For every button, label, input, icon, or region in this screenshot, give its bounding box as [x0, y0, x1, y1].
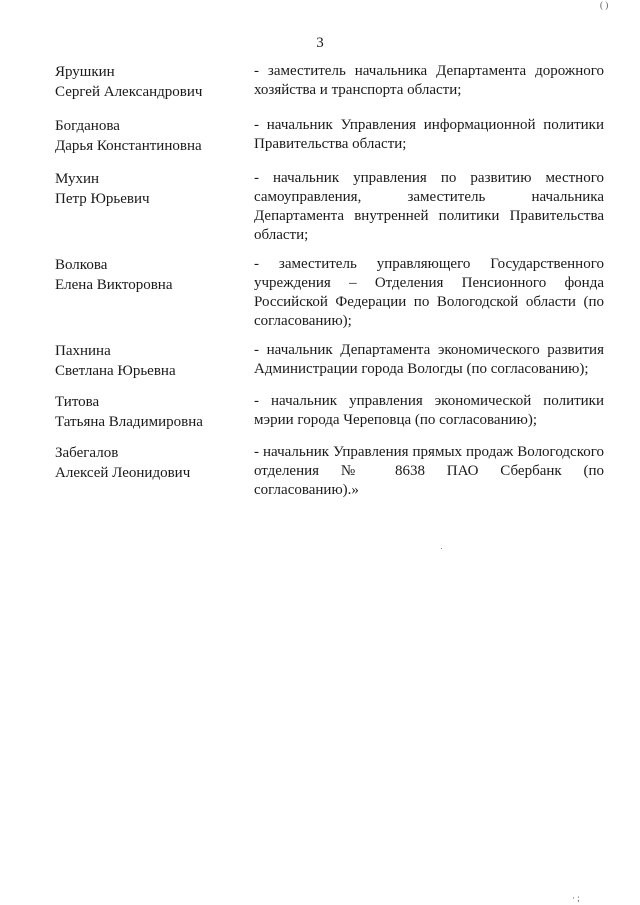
- member-name: [55, 62, 245, 102]
- member-given-names: Сергей Александрович: [55, 84, 203, 100]
- member-surname: Пахнина: [55, 343, 111, 359]
- member-role: - начальник Департамента экономического развития Администрации города Вологды (по согласованию);: [254, 342, 604, 377]
- member-surname: Титова: [55, 394, 100, 410]
- member-role: - заместитель начальника Департамента дорожного хозяйства и транспорта области;: [254, 63, 604, 98]
- member-surname: Забегалов: [55, 445, 119, 461]
- member-role: - заместитель управляющего Государственного учреждения – Отделения Пенсионного фонда Российской Федерации по Вологодской области (по согласованию);: [254, 256, 604, 329]
- corner-mark-bottom: · ;: [572, 893, 580, 903]
- member-given-names: Светлана Юрьевна: [55, 363, 176, 379]
- member-role: - начальник Управления прямых продаж Вологодского отделения № 8638 ПАО Сбербанк (по согласованию).»: [254, 444, 604, 498]
- member-entry-yarushkin: [55, 62, 605, 102]
- member-surname: Волкова: [55, 257, 108, 273]
- member-surname: Ярушкин: [55, 64, 115, 80]
- member-given-names: Алексей Леонидович: [55, 465, 191, 481]
- member-role: - начальник Управления информационной политики Правительства области;: [254, 117, 604, 152]
- member-entry-bogdanova: [55, 116, 605, 156]
- member-entry-zabegalov: [55, 443, 605, 503]
- member-role: - начальник управления экономической политики мэрии города Череповца (по согласованию);: [254, 393, 604, 428]
- member-given-names: Дарья Константиновна: [55, 138, 202, 154]
- member-entry-titova: [55, 392, 605, 432]
- corner-mark-top: ( ): [600, 0, 609, 10]
- member-entry-mukhin: [55, 169, 605, 247]
- member-name: [55, 443, 245, 483]
- member-given-names: Елена Викторовна: [55, 277, 173, 293]
- member-name: [55, 116, 245, 156]
- page-number: 3: [316, 35, 324, 51]
- member-name: [55, 255, 245, 295]
- member-name: [55, 341, 245, 381]
- member-entry-pakhnina: [55, 341, 605, 381]
- member-surname: Мухин: [55, 171, 100, 187]
- member-name: [55, 169, 245, 209]
- member-name: [55, 392, 245, 432]
- member-given-names: Татьяна Владимировна: [55, 414, 203, 430]
- member-surname: Богданова: [55, 118, 120, 134]
- member-given-names: Петр Юрьевич: [55, 191, 150, 207]
- scan-artifact: [441, 548, 442, 549]
- member-entry-volkova: [55, 255, 605, 333]
- member-role: - начальник управления по развитию местного самоуправления, заместитель начальника Департамента внутренней политики Правительства области;: [254, 170, 604, 243]
